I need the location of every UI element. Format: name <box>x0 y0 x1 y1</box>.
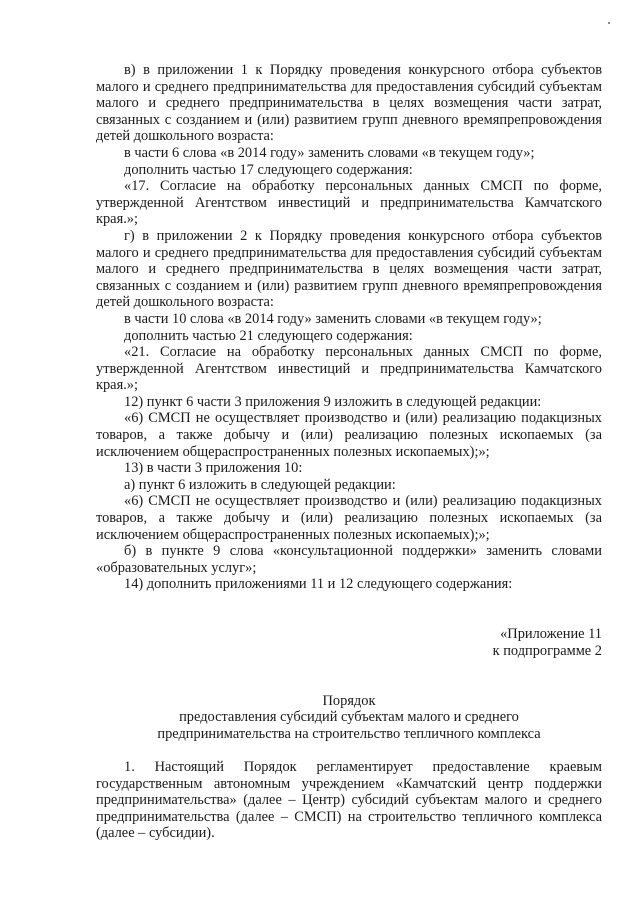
heading-title: Порядок <box>322 692 376 709</box>
paragraph-add-part-21: дополнить частью 21 следующего содержания: <box>124 327 413 344</box>
spacer <box>96 742 602 759</box>
paragraph-g-appendix-2: г) в приложении 2 к Порядку проведения конкурсного отбора субъектов малого и среднего предпринимательства для предоставления субсидий субъектам малого и среднего предпринимательства в целях возмещения части затрат, связанных с созданием и (или) развитием групп дневного времяпрепровождения детей дошкольного возраста: <box>96 227 602 311</box>
paragraph-item-12: 12) пункт 6 части 3 приложения 9 изложить в следующей редакции: <box>124 393 542 410</box>
paragraph-item-13a-text: «6) СМСП не осуществляет производство и (или) реализацию подакцизных товаров, а также добычу и (или) реализацию полезных ископаемых (за исключением общераспространенных полезных ископаемых);»; <box>96 493 602 543</box>
spacer <box>96 593 602 610</box>
document-page <box>96 62 602 842</box>
paragraph-item-12-text: «6) СМСП не осуществляет производство и (или) реализацию подакцизных товаров, а также добычу и (или) реализацию полезных ископаемых (за исключением общераспространенных полезных ископаемых);»; <box>96 410 602 460</box>
paragraph-part-10-replace: в части 10 слова «в 2014 году» заменить словами «в текущем году»; <box>124 310 542 327</box>
paragraph-item-13: 13) в части 3 приложения 10: <box>124 460 303 477</box>
paragraph-section-1: 1. Настоящий Порядок регламентирует предоставление краевым государственным автономным учреждением «Камчатский центр поддержки предпринимательства» (далее – Центр) субсидий субъектам малого и среднего предпринимательства (далее – СМСП) на строительство тепличного комплекса (далее – субсидии). <box>96 758 602 842</box>
appendix-label: «Приложение 11 <box>500 626 602 643</box>
heading-line-2: предоставления субсидий субъектам малого и среднего <box>179 709 519 726</box>
paragraph-item-14: 14) дополнить приложениями 11 и 12 следующего содержания: <box>124 576 513 593</box>
paragraph-add-part-17: дополнить частью 17 следующего содержания: <box>124 161 413 178</box>
heading-line-3: предпринимательства на строительство тепличного комплекса <box>157 725 541 742</box>
paragraph-part-21-text: «21. Согласие на обработку персональных данных СМСП по форме, утвержденной Агентством инвестиций и предпринимательства Камчатского края.»; <box>96 344 602 394</box>
paragraph-item-13a: а) пункт 6 изложить в следующей редакции: <box>124 476 396 493</box>
spacer <box>96 659 602 676</box>
spacer <box>96 676 602 693</box>
paragraph-item-13b: б) в пункте 9 слова «консультационной поддержки» заменить словами «образовательных услуг»; <box>96 543 602 576</box>
paragraph-part-17-text: «17. Согласие на обработку персональных данных СМСП по форме, утвержденной Агентством инвестиций и предпринимательства Камчатского края.»; <box>96 178 602 228</box>
paragraph-part-6-replace: в части 6 слова «в 2014 году» заменить словами «в текущем году»; <box>124 144 535 161</box>
spacer <box>96 610 602 627</box>
appendix-subprogram: к подпрограмме 2 <box>492 642 602 659</box>
scan-speck <box>608 22 610 24</box>
paragraph-v-appendix-1: в) в приложении 1 к Порядку проведения конкурсного отбора субъектов малого и среднего предпринимательства для предоставления субсидий субъектам малого и среднего предпринимательства в целях возмещения части затрат, связанных с созданием и (или) развитием групп дневного времяпрепровождения детей дошкольного возраста: <box>96 62 602 145</box>
